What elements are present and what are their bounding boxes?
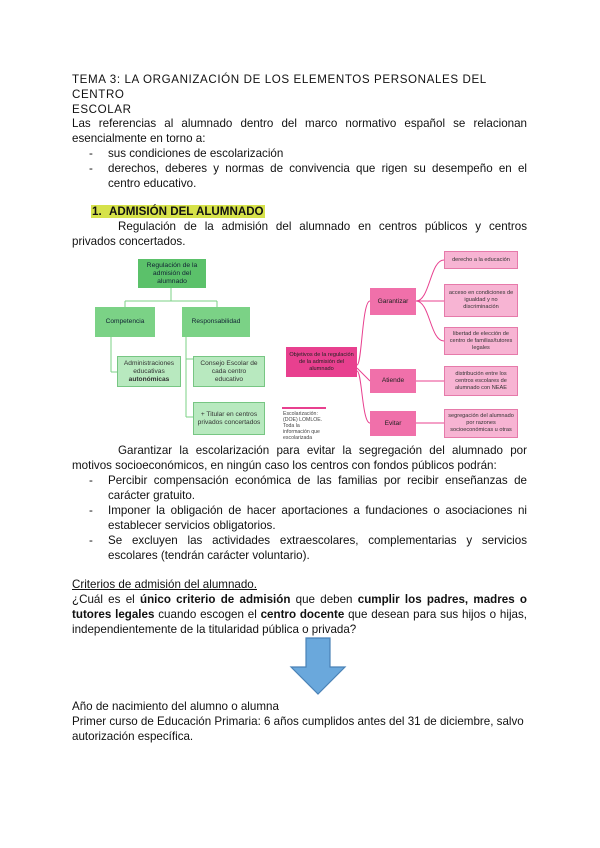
node-administraciones-bold: autonómicas bbox=[128, 375, 170, 383]
section-heading bbox=[91, 204, 265, 219]
criterios-heading bbox=[72, 577, 527, 592]
garantizar-text: Garantizar la escolarización para evitar la segregación del alumnado por motivos socioeconómicos, en ningún caso los centros con fondos públicos podrán: bbox=[72, 444, 527, 472]
question-bold: centro docente bbox=[260, 608, 345, 621]
intro-paragraph bbox=[72, 116, 527, 191]
diagram-footnote: Escolarización: (DOE) LOMLOE. Toda la información que escolarizada bbox=[282, 407, 326, 435]
admission-diagram bbox=[90, 255, 530, 440]
section-intro: Regulación de la admisión del alumnado en centros públicos y centros privados concertados. bbox=[72, 220, 527, 248]
node-garantizar: Garantizar bbox=[370, 288, 416, 315]
list-item: - Se excluyen las actividades extraescolares, complementarias y servicios escolares (tendrán carácter voluntario). bbox=[72, 533, 527, 563]
answer-line2: Primer curso de Educación Primaria: 6 años cumplidos antes del 31 de diciembre, salvo autorización específica. bbox=[72, 715, 524, 743]
node-competencia: Competencia bbox=[95, 307, 155, 337]
node-objetivos: Objetivos de la regulación de la admisión del alumnado bbox=[286, 347, 357, 377]
garantizar-list bbox=[72, 473, 527, 563]
node-responsabilidad: Responsabilidad bbox=[182, 307, 250, 337]
question-part: que deben bbox=[290, 593, 358, 606]
node-g1: derecho a la educación bbox=[444, 251, 518, 269]
section-title: ADMISIÓN DEL ALUMNADO bbox=[109, 205, 264, 218]
criterios-heading-text: Criterios de admisión del alumnado. bbox=[72, 578, 257, 591]
intro-list bbox=[72, 146, 527, 191]
node-evitar: Evitar bbox=[370, 411, 416, 436]
list-item: - sus condiciones de escolarización bbox=[72, 146, 527, 161]
question-part: cuando escogen el bbox=[154, 608, 261, 621]
node-a1: distribución entre los centros escolares de alumnado con NEAE bbox=[444, 366, 518, 396]
node-titular: + Titular en centros privados concertados bbox=[193, 402, 265, 435]
list-item: - derechos, deberes y normas de convivencia que rigen su desempeño en el centro educativo. bbox=[72, 161, 527, 191]
paragraph-garantizar bbox=[72, 443, 527, 563]
node-administraciones bbox=[117, 356, 181, 387]
node-e1: segregación del alumnado por razones socioeconómicas u otras bbox=[444, 409, 518, 438]
question-part: que desean para sus hijos o hijas, independientemente de la titularidad pública o privada? bbox=[72, 608, 527, 636]
node-g3: libertad de elección de centro de familias/tutores legales bbox=[444, 327, 518, 355]
node-g2: acceso en condiciones de igualdad y no discriminación bbox=[444, 284, 518, 317]
node-atiende: Atiende bbox=[370, 369, 416, 393]
down-arrow-icon bbox=[289, 637, 347, 695]
node-consejo: Consejo Escolar de cada centro educativo bbox=[193, 356, 265, 387]
question-bold: cumplir los padres, madres o tutores legales bbox=[72, 593, 527, 621]
question-bold: único criterio de admisión bbox=[139, 593, 291, 606]
criterios-question bbox=[72, 592, 527, 637]
question-part: ¿Cuál es el bbox=[72, 593, 140, 606]
node-root: Regulación de la admisión del alumnado bbox=[138, 259, 206, 288]
list-item: - Imponer la obligación de hacer aportaciones a fundaciones o asociaciones ni establecer servicios obligatorios. bbox=[72, 503, 527, 533]
section-number: 1. bbox=[92, 205, 102, 218]
tema-title-line2: ESCOLAR bbox=[72, 103, 132, 116]
node-administraciones-text: Administraciones educativas bbox=[123, 359, 175, 375]
tema-title-line1: TEMA 3: LA ORGANIZACIÓN DE LOS ELEMENTOS PERSONALES DEL CENTRO bbox=[72, 73, 487, 101]
answer-line1: Año de nacimiento del alumno o alumna bbox=[72, 700, 279, 713]
tema-title bbox=[72, 72, 527, 117]
list-item: - Percibir compensación económica de las familias por recibir enseñanzas de carácter gratuito. bbox=[72, 473, 527, 503]
intro-text: Las referencias al alumnado dentro del marco normativo español se relacionan esencialmente en torno a: bbox=[72, 117, 527, 145]
